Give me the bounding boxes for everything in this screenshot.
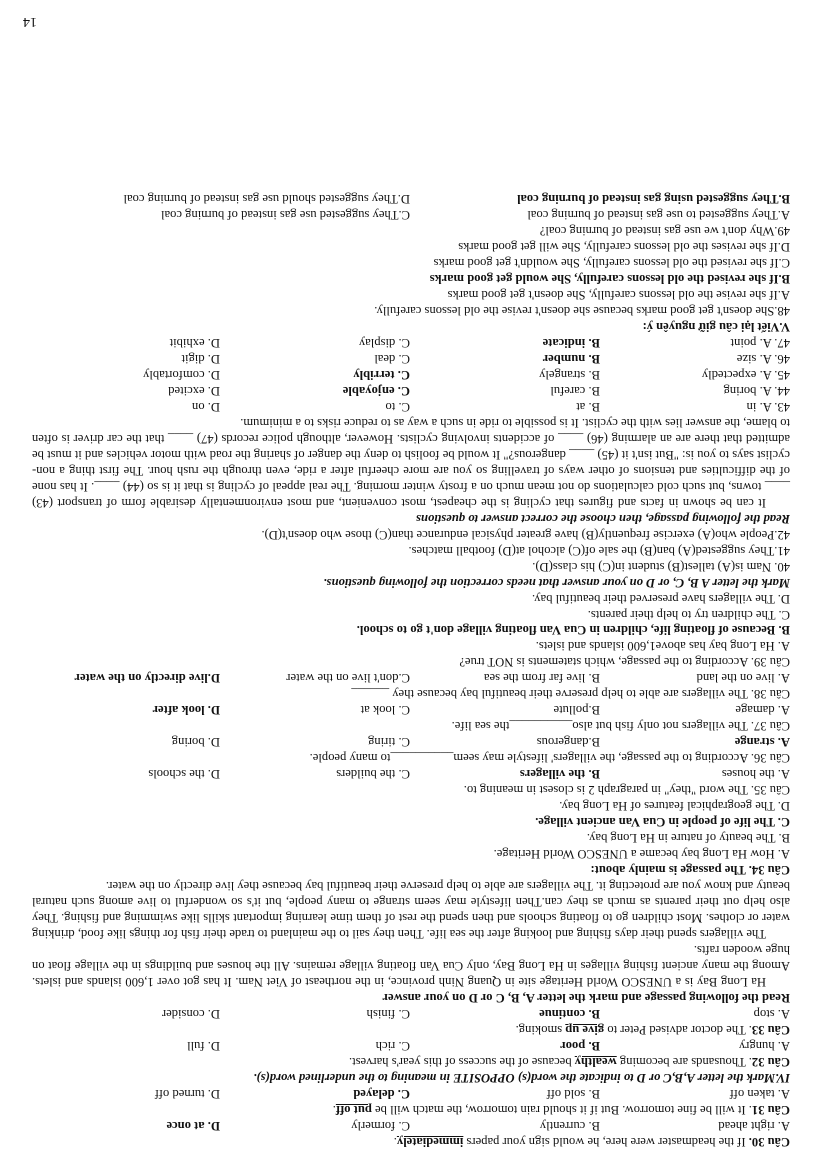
- option-d[interactable]: D. the schools: [148, 767, 220, 782]
- options-38: [32, 669, 790, 685]
- options-32: [32, 1037, 790, 1053]
- option-c[interactable]: C. display: [358, 335, 410, 350]
- option-c[interactable]: C. delayed: [353, 1087, 410, 1102]
- option-c[interactable]: C.They suggested use gas instead of burning coal: [160, 207, 410, 222]
- option-d[interactable]: D. full: [187, 1039, 220, 1054]
- option-b[interactable]: B. The beauty of nature in Ha Long bay.: [586, 831, 790, 846]
- option-b[interactable]: B. careful: [550, 383, 600, 398]
- option-a[interactable]: 44. A. boring: [723, 383, 790, 398]
- options-43: [32, 398, 790, 414]
- question-number: Câu 30.: [745, 1135, 790, 1149]
- question-39: Câu 39. According to the passage, which statements is NOT true?: [459, 655, 790, 670]
- question-37: Câu 37. The villagers not only fish but also__________the sea life.: [451, 719, 790, 734]
- option-a[interactable]: 46. A. size: [736, 351, 790, 366]
- option-a[interactable]: A.They suggested to use gas instead of burning coal: [527, 207, 790, 222]
- option-d[interactable]: D. look after: [152, 703, 220, 718]
- option-c[interactable]: C.If she revised the old lessons carefully, She wouldn't get good marks: [433, 255, 790, 270]
- option-d[interactable]: D.live directly on the water: [74, 671, 220, 686]
- option-b[interactable]: B. continue: [539, 1007, 600, 1022]
- question-36: Câu 36. According to the passage, the villagers' lifestyle may seem__________to many people.: [309, 751, 790, 766]
- option-c[interactable]: C.don't live on the water: [286, 671, 410, 686]
- page-number: 14: [23, 14, 37, 29]
- options-31: [32, 1085, 790, 1101]
- option-d[interactable]: D. at once: [166, 1119, 220, 1134]
- option-c[interactable]: C. deal: [374, 351, 410, 366]
- option-a[interactable]: A. taken off: [729, 1087, 790, 1102]
- option-d[interactable]: D.They suggested should use gas instead of burning coal: [123, 191, 410, 206]
- options-36: [32, 733, 790, 749]
- section-iv-heading: IV.Mark the letter A,B,C or D to indicate the word(s) OPPOSITE in meaning to the underlined word(s).: [253, 1071, 790, 1086]
- options-49-row1: [32, 206, 790, 222]
- option-d[interactable]: D. The geographical features of Ha Long bay.: [559, 799, 790, 814]
- question-35: Câu 35. The word "they" in paragraph 2 is closest in meaning to.: [463, 783, 790, 798]
- question-38: Câu 38. The villagers are able to help preserve their beautiful bay because they ______: [351, 687, 790, 702]
- question-33: Câu 33. The doctor advised Peter to give up smoking.: [515, 1023, 790, 1038]
- option-b[interactable]: B.dangerous: [536, 735, 600, 750]
- question-number: Câu 31: [751, 1103, 790, 1118]
- cloze-passage: It can be shown in facts and figures that cycling is the cheapest, most convenient, and most environmentally desirable form of transport (43) ____ towns, but such cold calculations do not mean much on a frosty winter morning. The real appeal of cycling is that it is so (44) ____. It has none of the difficulties and tensions of other ways of travelling so you are more cheerful after a ride, even through the rush hour. The first thing a non-cyclist says to you is: "But isn't it (45) ____ dangerous?" It would be foolish to deny the danger of sharing the road with motor vehicles and it must be admitted that there are an alarming (46) ____ of accidents involving cyclists. However, although police records (47) ____ that the car driver is often to blame, the answer lies with the cyclist. It is possible to ride in such a way as to reduce risks to a minimum.: [32, 415, 790, 510]
- question-31: Câu 31. It will be fine tomorrow. But if it should rain tomorrow, the match will be put off.: [332, 1103, 790, 1118]
- options-30: [32, 1117, 790, 1133]
- reading-heading: Read the following passage and mark the letter A, B, C or D on your answer: [382, 991, 790, 1006]
- option-c[interactable]: C. the builders: [336, 767, 410, 782]
- underlined-word: put off: [335, 1103, 372, 1118]
- options-35: [32, 765, 790, 781]
- question-32: Câu 32. Thousands are becoming wealthy because of the success of this year's harvest.: [349, 1055, 790, 1070]
- question-number: Câu 33: [751, 1023, 790, 1038]
- option-a[interactable]: A. hungry: [738, 1039, 790, 1054]
- underlined-word: immediately: [396, 1135, 464, 1149]
- option-d[interactable]: D. excited: [168, 383, 220, 398]
- options-37: [32, 701, 790, 717]
- option-c[interactable]: C. The children try to help their parents.: [587, 607, 790, 622]
- option-b[interactable]: B.pollute: [553, 703, 600, 718]
- options-46: [32, 350, 790, 366]
- option-c[interactable]: C. formerly: [351, 1119, 410, 1134]
- question-30: Câu 30. If the headmaster were here, he would sign your papers immediately.: [393, 1135, 790, 1149]
- options-49-row2: [32, 190, 790, 206]
- option-a[interactable]: A. stop: [753, 1007, 790, 1022]
- option-a[interactable]: A. How Ha Long bay became a UNESCO World Heritage.: [493, 847, 790, 862]
- question-34: Câu 34. The passage is mainly about:: [590, 863, 790, 878]
- option-d[interactable]: D. digit: [181, 351, 220, 366]
- option-b[interactable]: B. poor: [560, 1039, 600, 1054]
- options-33: [32, 1005, 790, 1021]
- option-c[interactable]: C. tiring: [368, 735, 410, 750]
- option-b[interactable]: B. Because of floating life, children in Cua Van floating village don't go to school.: [356, 623, 790, 638]
- option-a[interactable]: A. right ahead: [718, 1119, 790, 1134]
- option-b[interactable]: B. live far from the sea: [483, 671, 600, 686]
- option-c[interactable]: C. look at: [360, 703, 410, 718]
- option-d[interactable]: D. on: [192, 399, 220, 414]
- option-b[interactable]: B.If she revised the old lessons carefully, She would get good marks: [429, 271, 790, 286]
- option-a[interactable]: A. strange: [734, 735, 790, 750]
- option-a[interactable]: A. Ha Long bay has above1,600 islands and islets.: [535, 639, 790, 654]
- underlined-word: wealthy: [574, 1055, 617, 1070]
- question-41: 41.They suggested(A) ban(B) the sale of(C) alcohol at(D) football matches.: [408, 543, 790, 558]
- option-b[interactable]: B. number: [542, 351, 600, 366]
- option-d[interactable]: D. boring: [171, 735, 220, 750]
- option-b[interactable]: B. the villagers: [519, 767, 600, 782]
- option-a[interactable]: 45. A. expectedly: [701, 367, 790, 382]
- option-c[interactable]: C. terribly: [353, 367, 410, 382]
- option-a[interactable]: A. the houses: [721, 767, 790, 782]
- option-d[interactable]: D. comfortably: [143, 367, 220, 382]
- option-a[interactable]: 43. A. in: [746, 399, 790, 414]
- question-42: 42.People who(A) exercise frequently(B) have greater physical endurance than(C) those who doesn't(D).: [261, 527, 790, 542]
- option-c[interactable]: C. to: [385, 399, 410, 414]
- option-b[interactable]: B. currently: [539, 1119, 600, 1134]
- option-c[interactable]: C. The life of people in Cua Van ancient village.: [535, 815, 790, 830]
- option-c[interactable]: C. rich: [375, 1039, 410, 1054]
- option-c[interactable]: C. finish: [366, 1007, 410, 1022]
- option-b[interactable]: B.They suggested using gas instead of burning coal: [517, 191, 790, 206]
- option-d[interactable]: D. turned off: [154, 1087, 220, 1102]
- question-40: 40. Nam is(A) tallest(B) student in(C) his class(D).: [532, 559, 790, 574]
- underlined-word: give up: [565, 1023, 605, 1038]
- worksheet: [32, 190, 790, 1149]
- passage-paragraph-1: Ha Long Bay is a UNESCO World Heritage site in Quang Ninh province, in the northeast of Viet Nam. It has got over 1,600 islands and islets. Among the many ancient fishing villages in Ha Long Bay, only Cua Van floating village remains. All the houses and buildings in the village float on huge wooden rafts.: [32, 943, 790, 990]
- rewrite-heading: V.Viết lại câu giữ nguyên ý:: [642, 319, 790, 334]
- options-44: [32, 382, 790, 398]
- error-heading: Mark the letter A B, C, or D on your answer that needs correction the following questions.: [323, 575, 790, 590]
- options-47: [32, 334, 790, 350]
- question-49: 49.Why don't we use gas instead of burning coal?: [539, 223, 790, 238]
- option-a[interactable]: A.If she revise the old lessons carefully, She doesn't get good marks: [447, 287, 790, 302]
- option-c[interactable]: C. enjoyable: [342, 383, 410, 398]
- option-a[interactable]: A. live on the land: [696, 671, 790, 686]
- question-number: Câu 32: [751, 1055, 790, 1070]
- option-b[interactable]: B. indicate: [542, 335, 600, 350]
- option-d[interactable]: D.If she revises the old lessons carefully, She will get good marks: [458, 239, 790, 254]
- option-a[interactable]: 47. A. point: [730, 335, 790, 350]
- option-b[interactable]: B. at: [576, 399, 600, 414]
- option-a[interactable]: A. damage: [735, 703, 790, 718]
- option-d[interactable]: D. consider: [161, 1007, 220, 1022]
- option-d[interactable]: D. The villagers have preserved their beautiful bay.: [531, 591, 790, 606]
- option-b[interactable]: B. strangely: [539, 367, 600, 382]
- option-b[interactable]: B. sold off: [546, 1087, 600, 1102]
- options-45: [32, 366, 790, 382]
- option-d[interactable]: D. exhibit: [169, 335, 220, 350]
- passage-paragraph-2: The villagers spend their days fishing and looking after the sea life. Then they sail to the mainland to trade their fish for things like food, drinking water or clothes. Most children go to floating schools and then spend the rest of them time learning important skills like swimming and fishing. They also help out their parents as much as they can.Then lifestyle may seem strange to many people, but it's so wonderful to live among such natural beauty and know you are protecting it. The villagers are able to help preserve their beautiful bay because they live directly on the water.: [32, 879, 790, 942]
- question-48: 48.She doesn't get good marks because she doesn't revise the old lessons carefully.: [374, 303, 790, 318]
- cloze-heading: Read the following passage, then choose the correct answer to questions: [416, 511, 790, 526]
